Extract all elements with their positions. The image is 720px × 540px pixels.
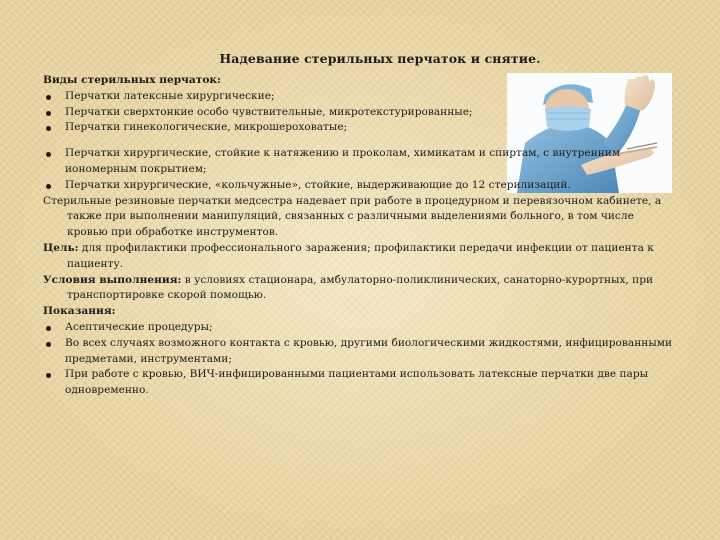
- conditions-text: в условиях стационара, амбулаторно-поликлинических, санаторно-курортных, при транспортировке скорой помощью.: [67, 273, 654, 302]
- slide-content: [43, 73, 677, 399]
- list-item: Во всех случаях возможного контакта с кровью, другими биологическими жидкостями, инфицированными предметами, инструментами;: [43, 336, 677, 368]
- list-item: Перчатки сверхтонкие особо чувствительные, микротекстурированные;: [43, 105, 503, 121]
- list-item: Перчатки латексные хирургические;: [43, 89, 503, 105]
- goal-text: для профилактики профессионального заражения; профилактики передачи инфекции от пациента к пациенту.: [67, 241, 654, 270]
- conditions-label: Условия выполнения:: [43, 273, 182, 286]
- sterile-gloves-paragraph: Стерильные резиновые перчатки медсестра надевает при работе в процедурном и перевязочном кабинете, а также при выполнении манипуляций, связанных с различными выделениями больного, в том числе кровью при обработке инструментов.: [43, 194, 662, 239]
- list-item: При работе с кровью, ВИЧ-инфицированными пациентами использовать латексные перчатки две пары одновременно.: [43, 367, 677, 399]
- slide-title: Надевание стерильных перчаток и снятие.: [219, 51, 541, 66]
- types-heading: Виды стерильных перчаток:: [43, 74, 221, 86]
- indications-heading: Показания:: [43, 305, 116, 318]
- conditions-paragraph: [43, 273, 677, 305]
- goal-paragraph: [43, 241, 677, 273]
- goal-label: Цель:: [43, 241, 79, 254]
- list-item: Перчатки хирургические, «кольчужные», стойкие, выдерживающие до 12 стерилизаций.: [43, 178, 677, 194]
- list-item: Перчатки гинекологические, микрошероховатые;: [43, 120, 503, 136]
- list-item: Перчатки хирургические, стойкие к натяжению и проколам, химикатам и спиртам, с внутренним иономерным покрытием;: [43, 146, 677, 178]
- list-item: Асептические процедуры;: [43, 320, 677, 336]
